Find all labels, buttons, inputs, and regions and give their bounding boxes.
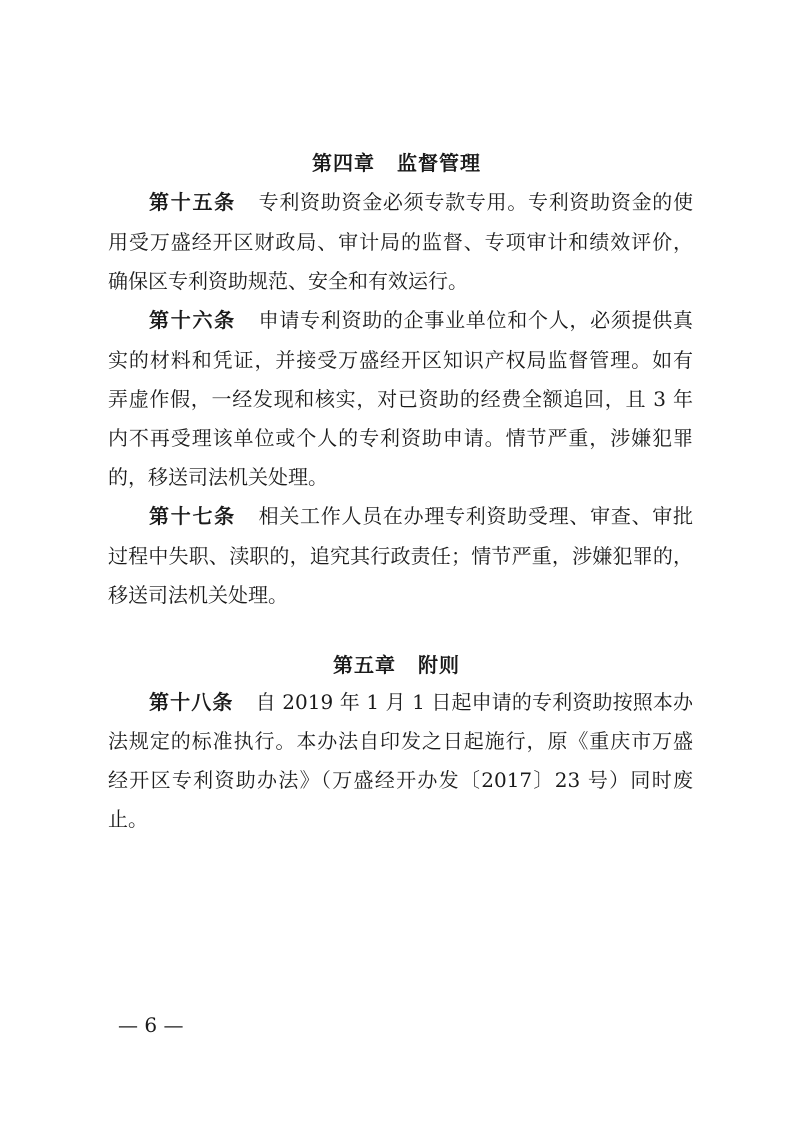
article-16-line-4: 内不再受理该单位或个人的专利资助申请。情节严重，涉嫌犯罪 xyxy=(108,426,693,450)
article-17-number: 第十七条 xyxy=(149,504,236,528)
article-17-line-3: 移送司法机关处理。 xyxy=(108,583,288,607)
article-18-line-1 xyxy=(149,683,693,721)
article-16-line-3: 弄虚作假，一经发现和核实，对已资助的经费全额追回，且 3 年 xyxy=(108,387,693,411)
chapter-4-name: 监督管理 xyxy=(397,151,481,175)
chapter-5-prefix: 第五章 xyxy=(333,653,396,677)
article-16-line-1 xyxy=(149,301,693,339)
article-18-text-1: 自 2019 年 1 月 1 日起申请的专利资助按照本办 xyxy=(255,690,693,714)
article-16-text-1: 申请专利资助的企事业单位和个人，必须提供真 xyxy=(257,308,693,332)
article-17-line-1 xyxy=(149,497,693,535)
article-15-line-2: 用受万盛经开区财政局、审计局的监督、专项审计和绩效评价， xyxy=(108,230,693,254)
article-18-number: 第十八条 xyxy=(149,690,234,714)
page-number: — 6 — xyxy=(118,1013,184,1037)
article-15-text-1: 专利资助资金必须专款专用。专利资助资金的使 xyxy=(257,190,693,214)
article-18-line-3: 经开区专利资助办法》（万盛经开办发〔2017〕23 号）同时废 xyxy=(108,768,693,792)
article-17-line-2: 过程中失职、渎职的，追究其行政责任；情节严重，涉嫌犯罪的， xyxy=(108,544,693,568)
article-18-line-4: 止。 xyxy=(108,807,148,831)
article-16-line-2: 实的材料和凭证，并接受万盛经开区知识产权局监督管理。如有 xyxy=(108,348,693,372)
article-15-line-3: 确保区专利资助规范、安全和有效运行。 xyxy=(108,269,468,293)
article-15-line-1 xyxy=(149,183,693,221)
chapter-4-heading xyxy=(0,151,793,175)
article-17-text-1: 相关工作人员在办理专利资助受理、审查、审批 xyxy=(257,504,693,528)
chapter-4-prefix: 第四章 xyxy=(312,151,375,175)
chapter-5-heading xyxy=(0,653,793,677)
chapter-5-name: 附则 xyxy=(418,653,460,677)
article-16-line-5: 的，移送司法机关处理。 xyxy=(108,465,328,489)
article-18-line-2: 法规定的标准执行。本办法自印发之日起施行，原《重庆市万盛 xyxy=(108,729,693,753)
article-15-number: 第十五条 xyxy=(149,190,236,214)
article-16-number: 第十六条 xyxy=(149,308,236,332)
